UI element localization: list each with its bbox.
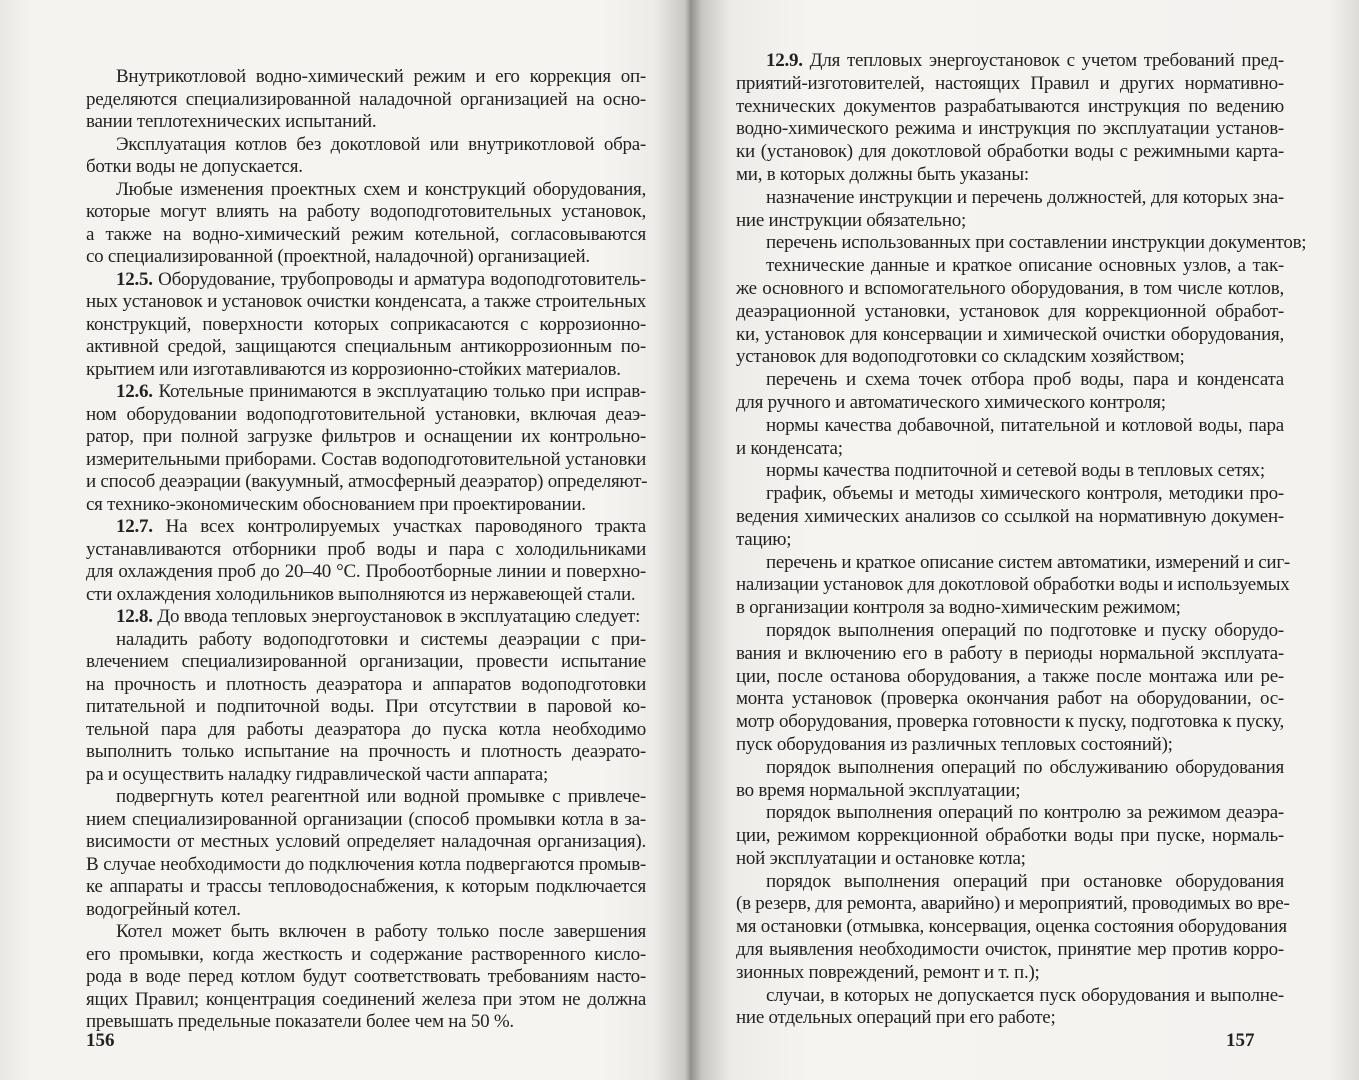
text-line: ся технико-экономическим обоснованием при проектировании. (86, 493, 586, 515)
text-line: ке аппараты и трассы тепловодоснабжения, к которым подключается (86, 876, 646, 897)
text-line: же основного и вспомогательного оборудования, в том числе котлов, (736, 277, 1284, 299)
text-line: со специализированной (проектной, наладочной) организацией. (86, 246, 590, 267)
text-line: ки, установок для консервации и химической очистки оборудования, (736, 323, 1284, 345)
text-line: Внутрикотловой водно-химический режим и его коррекция оп- (116, 66, 646, 87)
text-line: график, объемы и методы химического контроля, методики про- (766, 483, 1284, 505)
text-line (86, 606, 646, 629)
text-line: сти охлаждения холодильников выполняются из нержавеющей стали. (86, 583, 636, 605)
text-line: на прочность и плотность деаэратора и аппаратов водоподготовки (86, 673, 646, 695)
left-page-text (86, 66, 646, 1034)
text-line: деаэрационной установки, установок для коррекционной обработ- (736, 300, 1284, 322)
text-line: активной средой, защищаются специальным антикоррозионным по- (86, 336, 646, 357)
section-number: 12.6. (116, 381, 153, 402)
text-line: ящих Правил; концентрация соединений железа при этом не должна (86, 988, 646, 1010)
right-page-text (736, 50, 1307, 1030)
text-line: ной эксплуатации и остановке котла; (736, 847, 1026, 869)
text-line: вании теплотехнических испытаний. (86, 111, 377, 132)
text-line: пуск оборудования из различных тепловых состояний); (736, 733, 1173, 755)
text-line: нормы качества подпиточной и сетевой воды в тепловых сетях; (766, 460, 1265, 482)
page-number-left: 156 (86, 1030, 115, 1051)
text-line: ки (установок) для докотловой обработки воды с режимными карта- (736, 141, 1284, 163)
text-line: висимости от местных условий определяет наладочная организация). (86, 831, 646, 852)
text-line: порядок выполнения операций по обслуживанию оборудования (766, 756, 1284, 778)
text-line: выполнить только испытание на прочность и плотность деаэрато- (86, 741, 646, 762)
text-line: ведения химических анализов со ссылкой на нормативную докумен- (736, 505, 1284, 527)
text-line: перечень использованных при составлении инструкции документов; (766, 232, 1307, 254)
right-page (690, 0, 1359, 1080)
text-line: технические данные и краткое описание основных узлов, а так- (766, 255, 1284, 277)
text-line: ние отдельных операций при его работе; (736, 1007, 1056, 1029)
text-line: для ручного и автоматического химического контроля; (736, 391, 1166, 413)
text-line: ции, режимом коррекционной обработки воды при пуске, нормаль- (736, 825, 1284, 847)
text-line: перечень и краткое описание систем автоматики, измерений и сиг- (766, 551, 1290, 573)
text-line: тельной пара для работы деаэратора до пуска котла необходимо (86, 718, 646, 740)
text-line: конструкций, поверхности которых соприкасаются с коррозионно- (86, 313, 646, 335)
text-line: ратор, при полной загрузке фильтров и оснащении их контрольно- (86, 426, 646, 447)
section-number: 12.5. (116, 268, 153, 290)
text-line: устанавливаются отборники проб воды и пара с холодильниками (86, 538, 646, 560)
text-line: Котел может быть включен в работу только после завершения (116, 921, 646, 942)
text-line: а также на водно-химический режим котельной, согласовываются (86, 223, 646, 245)
text-line: порядок выполнения операций по подготовке и пуску оборудо- (766, 619, 1284, 641)
text-line (86, 381, 646, 404)
text-line: установок для водоподготовки со складским хозяйством; (736, 346, 1185, 368)
text-line: тацию; (736, 528, 792, 550)
line-text: На всех контролируемых участках пароводяного тракта (152, 516, 646, 537)
text-line: нализации установок для докотловой обработки воды и используемых (736, 574, 1290, 596)
text-line: нием специализированной организации (способ промывки котла в за- (86, 808, 646, 830)
text-line: вания и включению его в работу в периоды нормальной эксплуата- (736, 642, 1284, 664)
section-number: 12.9. (766, 50, 803, 71)
text-line: в организации контроля за водно-химическим режимом; (736, 597, 1181, 619)
text-line: во время нормальной эксплуатации; (736, 779, 1021, 801)
text-line (736, 50, 1284, 73)
text-line: водно-химического режима и инструкция по эксплуатации установ- (736, 118, 1284, 140)
text-line: ределяются специализированной наладочной организацией на осно- (86, 88, 646, 110)
text-line: влечением специализированной организации, провести испытание (86, 651, 646, 672)
text-line: превышать предельные показатели более чем на 50 %. (86, 1011, 514, 1032)
text-line: водогрейный котел. (86, 898, 241, 920)
text-line: случаи, в которых не допускается пуск оборудования и выполне- (766, 984, 1284, 1006)
text-line (86, 269, 646, 292)
text-line: ние инструкции обязательно; (736, 209, 967, 231)
text-line: технических документов разрабатываются инструкция по ведению (736, 95, 1284, 117)
text-line: ных установок и установок очистки конденсата, а также строительных (86, 291, 646, 312)
text-line: наладить работу водоподготовки и системы деаэрации с при- (116, 628, 646, 650)
text-line: зионных повреждений, ремонт и т. п.); (736, 961, 1040, 983)
text-line: питательной и подпиточной воды. При отсутствии в паровой ко- (86, 696, 646, 717)
text-line: нормы качества добавочной, питательной и котловой воды, пара (766, 414, 1284, 436)
text-line: монта установок (проверка окончания работ на оборудовании, ос- (736, 688, 1284, 710)
text-line: для охлаждения проб до 20–40 °С. Пробоотборные линии и поверхно- (86, 561, 646, 582)
text-line: мотр оборудования, проверка готовности к пуску, подготовка к пуску, (736, 711, 1284, 733)
text-line: перечень и схема точек отбора проб воды, пара и конденсата (766, 369, 1284, 391)
line-text: Для тепловых энергоустановок с учетом требований пред- (802, 50, 1284, 71)
text-line: мя остановки (отмывка, консервация, оценка состояния оборудования (736, 916, 1287, 938)
text-line: ра и осуществить наладку гидравлической части аппарата; (86, 763, 548, 785)
text-line: ции, после останова оборудования, а также после монтажа или ре- (736, 665, 1284, 687)
text-line: и конденсата; (736, 437, 843, 459)
text-line: и способ деаэрации (вакуумный, атмосферный деаэратор) определяют- (86, 471, 648, 492)
text-line: рода в воде перед котлом будут соответствовать требованиям насто- (86, 966, 646, 987)
text-line: подвергнуть котел реагентной или водной промывке с привлече- (116, 786, 646, 807)
line-text: Оборудование, трубопроводы и арматура водоподготовитель- (152, 268, 646, 290)
line-text: До ввода тепловых энергоустановок в эксплуатацию следует: (152, 606, 641, 627)
text-line: его промывки, когда жесткость и содержание растворенного кисло- (86, 943, 646, 965)
text-line: (в резерв, для ремонта, аварийно) и мероприятий, проводимых во вре- (736, 893, 1290, 915)
text-line: для выявления необходимости очисток, принятие мер против корро- (736, 939, 1284, 961)
text-line: ми, в которых должны быть указаны: (736, 163, 1029, 185)
text-line: измерительными приборами. Состав водоподготовительной установки (86, 448, 646, 470)
text-line: ботки воды не допускается. (86, 156, 303, 177)
text-line: Любые изменения проектных схем и конструкций оборудования, (116, 178, 646, 200)
text-line: крытием или изготавливаются из коррозионно-стойких материалов. (86, 358, 621, 380)
text-line: назначение инструкции и перечень должностей, для которых зна- (766, 186, 1284, 208)
text-line: Эксплуатация котлов без докотловой или внутрикотловой обра- (116, 133, 646, 155)
page-number-right: 157 (1226, 1030, 1255, 1051)
text-line: порядок выполнения операций при остановке оборудования (766, 870, 1284, 892)
text-line: приятий-изготовителей, настоящих Правил и других нормативно- (736, 72, 1284, 94)
section-number: 12.8. (116, 606, 153, 627)
text-line: ном оборудовании водоподготовительной установки, включая деаэ- (86, 403, 646, 425)
text-line: В случае необходимости до подключения котла подвергаются промыв- (86, 853, 646, 875)
text-line (86, 516, 646, 539)
text-line: порядок выполнения операций по контролю за режимом деаэра- (766, 802, 1284, 824)
line-text: Котельные принимаются в эксплуатацию только при исправ- (152, 381, 646, 402)
text-line: которые могут влиять на работу водоподготовительных установок, (86, 201, 646, 222)
section-number: 12.7. (116, 516, 153, 537)
